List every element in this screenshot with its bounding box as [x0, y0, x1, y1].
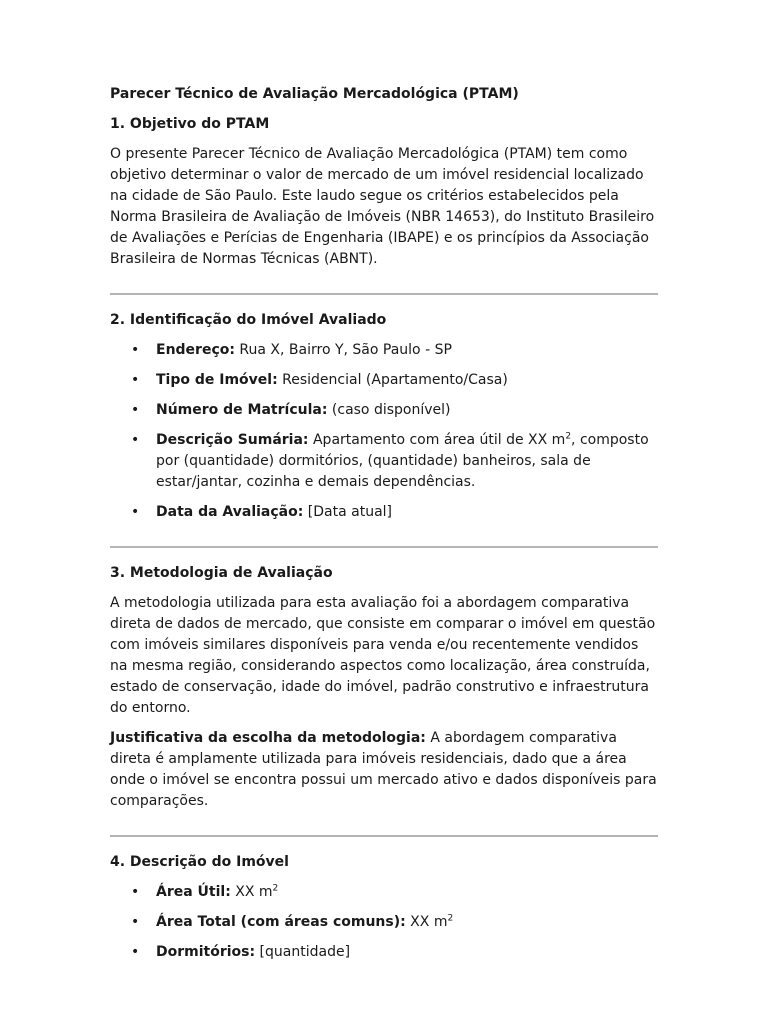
item-label: Dormitórios: [156, 944, 256, 960]
list-item-address [110, 340, 658, 361]
list-item-useful-area [110, 882, 658, 903]
list-item-summary-description [110, 430, 658, 493]
section-2-heading: 2. Identificação do Imóvel Avaliado [110, 312, 387, 328]
superscript: 2 [565, 431, 572, 442]
bullet-icon: • [131, 884, 140, 900]
list-item-registration-number [110, 400, 658, 421]
section-1-heading: 1. Objetivo do PTAM [110, 116, 270, 132]
list-item-evaluation-date [110, 502, 658, 523]
property-identification-list [110, 340, 658, 523]
superscript: 2 [447, 913, 454, 924]
item-label: Endereço: [156, 342, 235, 358]
section-1-paragraph: O presente Parecer Técnico de Avaliação Mercadológica (PTAM) tem como objetivo determinar o valor de mercado de um imóvel residencial localizado na cidade de São Paulo. Este laudo segue os critérios estabelecidos pela Norma Brasileira de Avaliação de Imóveis (NBR 14653), do Instituto Brasileiro de Avaliações e Perícias de Engenharia (IBAPE) e os princípios da Associação Brasileira de Normas Técnicas (ABNT). [110, 146, 655, 267]
section-divider [110, 293, 658, 295]
item-value: (caso disponível) [327, 402, 451, 418]
item-value: Residencial (Apartamento/Casa) [277, 372, 508, 388]
bullet-icon: • [131, 372, 140, 388]
section-4-heading: 4. Descrição do Imóvel [110, 854, 289, 870]
list-item-total-area [110, 912, 658, 933]
item-label: Área Útil: [156, 884, 231, 900]
item-label: Área Total (com áreas comuns): [156, 914, 406, 930]
section-divider [110, 835, 658, 837]
document-title: Parecer Técnico de Avaliação Mercadológica (PTAM) [110, 86, 519, 102]
item-value: XX m [230, 884, 273, 900]
item-value: [quantidade] [255, 944, 351, 960]
section-3-heading: 3. Metodologia de Avaliação [110, 565, 333, 581]
bullet-icon: • [131, 504, 140, 520]
list-item-bedrooms [110, 942, 658, 963]
item-value: Rua X, Bairro Y, São Paulo - SP [234, 342, 452, 358]
item-label: Data da Avaliação: [156, 504, 304, 520]
justification-label: Justificativa da escolha da metodologia: [110, 730, 426, 746]
justification-text: A abordagem comparativa direta é amplamente utilizada para imóveis residenciais, dado que a área onde o imóvel se encontra possui um mercado ativo e dados disponíveis para comparações. [110, 730, 657, 809]
item-label: Número de Matrícula: [156, 402, 328, 418]
bullet-icon: • [131, 342, 140, 358]
item-value: XX m [405, 914, 448, 930]
property-description-list [110, 882, 658, 963]
methodology-justification [110, 728, 658, 812]
item-label: Descrição Sumária: [156, 432, 309, 448]
item-value: Apartamento com área útil de XX m [308, 432, 566, 448]
list-item-property-type [110, 370, 658, 391]
bullet-icon: • [131, 914, 140, 930]
item-value: [Data atual] [303, 504, 393, 520]
item-value: , composto por (quantidade) dormitórios, (quantidade) banheiros, sala de estar/jantar, cozinha e demais dependências. [156, 432, 649, 490]
item-label: Tipo de Imóvel: [156, 372, 278, 388]
superscript: 2 [272, 883, 279, 894]
bullet-icon: • [131, 402, 140, 418]
bullet-icon: • [131, 432, 140, 448]
bullet-icon: • [131, 944, 140, 960]
section-divider [110, 546, 658, 548]
section-3-paragraph: A metodologia utilizada para esta avaliação foi a abordagem comparativa direta de dados de mercado, que consiste em comparar o imóvel em questão com imóveis similares disponíveis para venda e/ou recentemente vendidos na mesma região, considerando aspectos como localização, área construída, estado de conservação, idade do imóvel, padrão construtivo e infraestrutura do entorno. [110, 595, 656, 716]
